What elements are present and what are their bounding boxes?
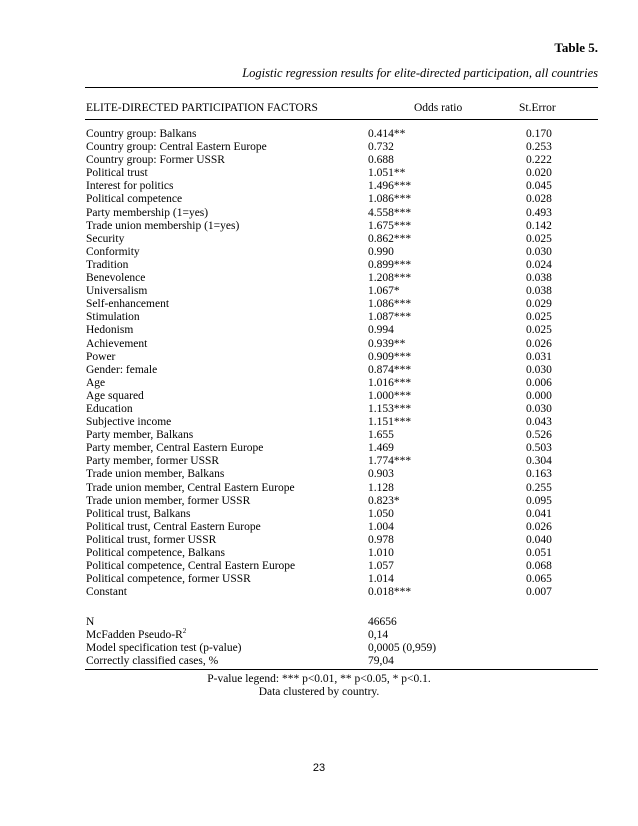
row-factor: Constant [86,586,127,599]
page-number: 23 [312,762,326,774]
table-row [0,573,638,586]
row-st-error: 0.028 [526,193,552,206]
table-label: Table 5. [554,40,598,55]
row-factor: Party member, Balkans [86,429,194,442]
stat-row-n [0,616,638,629]
row-st-error: 0.025 [526,324,552,337]
row-factor: Trade union membership (1=yes) [86,219,240,232]
row-factor: Stimulation [86,311,140,324]
row-factor: Subjective income [86,416,172,429]
row-factor: Self-enhancement [86,298,170,311]
row-odds-ratio: 1.087*** [368,311,412,324]
row-odds-ratio: 4.558*** [368,206,412,219]
row-odds-ratio: 1.086*** [368,298,412,311]
row-st-error: 0.025 [526,232,552,245]
table-row [0,259,638,272]
table-row [0,207,638,220]
row-factor: Political trust, Balkans [86,507,191,520]
table-row [0,338,638,351]
table-row [0,429,638,442]
row-factor: Trade union member, Central Eastern Europe [86,481,295,494]
stat-label: N [86,616,95,628]
row-odds-ratio: 1.151*** [368,416,412,429]
row-factor: Gender: female [86,363,158,376]
row-st-error: 0.170 [526,128,552,140]
row-st-error: 0.040 [526,533,552,546]
row-odds-ratio: 1.014 [368,573,394,586]
table-row [0,560,638,573]
row-factor: Benevolence [86,272,146,285]
row-factor: Conformity [86,245,140,258]
table-row [0,586,638,599]
bottom-rule [85,669,598,670]
row-factor: Political trust [86,167,148,180]
stat-row-pseudo-r2 [0,629,638,642]
row-odds-ratio: 1.128 [368,481,394,494]
table-row [0,180,638,193]
stat-value: 79,04 [368,655,394,668]
row-factor: Age [86,376,106,389]
row-factor: Party member, Central Eastern Europe [86,442,264,455]
clustered-note: Data clustered by country. [258,686,380,698]
row-factor: Country group: Central Eastern Europe [86,141,267,154]
row-odds-ratio: 0.688 [368,154,394,167]
table-row [0,154,638,167]
table-row [0,390,638,403]
row-odds-ratio: 1.010 [368,547,394,559]
row-factor: Political competence, Balkans [86,547,225,559]
row-st-error: 0.503 [526,442,552,455]
row-st-error: 0.029 [526,298,552,311]
row-odds-ratio: 1.000*** [368,389,412,402]
stat-label-text: McFadden Pseudo-R [86,629,183,642]
stat-label: Model specification test (p-value) [86,642,242,655]
table-row [0,364,638,377]
row-factor: Party membership (1=yes) [86,206,209,219]
stat-value: 46656 [368,616,397,628]
table-row [0,272,638,285]
header-factor: ELITE-DIRECTED PARTICIPATION FACTORS [86,102,318,114]
row-st-error: 0.024 [526,258,552,271]
table-row [0,508,638,521]
row-st-error: 0.038 [526,285,552,298]
row-st-error: 0.030 [526,245,552,258]
row-odds-ratio: 0.990 [368,245,394,258]
row-odds-ratio: 0.862*** [368,232,412,245]
row-factor: Achievement [86,337,148,350]
row-st-error: 0.007 [526,586,552,599]
table-row [0,324,638,337]
row-st-error: 0.000 [526,389,552,402]
row-odds-ratio: 1.016*** [368,376,412,389]
row-st-error: 0.068 [526,560,552,573]
p-value-legend: P-value legend: *** p<0.01, ** p<0.05, * p<0.1. [207,673,431,685]
row-odds-ratio: 1.050 [368,507,394,520]
table-row [0,468,638,481]
table-caption: Logistic regression results for elite-directed participation, all countries [242,66,598,80]
model-statistics [0,616,638,668]
row-odds-ratio: 1.208*** [368,272,412,285]
row-st-error: 0.253 [526,141,552,154]
row-odds-ratio: 1.004 [368,520,394,533]
stat-label: Correctly classified cases, % [86,655,219,668]
row-factor: Country group: Balkans [86,128,197,140]
row-factor: Country group: Former USSR [86,154,225,167]
row-odds-ratio: 0.909*** [368,350,412,363]
row-factor: Education [86,402,133,415]
table-row [0,495,638,508]
table-row [0,482,638,495]
table-row [0,534,638,547]
table-row [0,403,638,416]
row-st-error: 0.043 [526,416,552,429]
row-factor: Interest for politics [86,180,174,193]
row-factor: Political trust, Central Eastern Europe [86,520,261,533]
row-odds-ratio: 0.899*** [368,258,412,271]
row-factor: Age squared [86,389,144,402]
row-st-error: 0.031 [526,350,552,363]
row-odds-ratio: 0.823* [368,494,400,507]
row-odds-ratio: 1.469 [368,442,394,455]
row-st-error: 0.025 [526,311,552,324]
row-factor: Hedonism [86,324,134,337]
row-factor: Political competence, Central Eastern Europe [86,560,296,573]
row-factor: Trade union member, former USSR [86,494,251,507]
table-row [0,246,638,259]
table-row [0,141,638,154]
row-odds-ratio: 1.496*** [368,180,412,193]
row-factor: Power [86,350,116,363]
table-row [0,298,638,311]
table-row [0,167,638,180]
row-factor: Tradition [86,258,129,271]
table-row [0,455,638,468]
row-odds-ratio: 0.732 [368,141,394,154]
row-st-error: 0.041 [526,507,552,520]
stat-value: 0,14 [368,629,389,642]
table-row [0,377,638,390]
superscript: 2 [182,627,187,636]
table-row [0,351,638,364]
row-st-error: 0.038 [526,272,552,285]
table-row [0,128,638,141]
table-row [0,233,638,246]
row-odds-ratio: 0.414** [368,128,406,140]
row-st-error: 0.051 [526,547,552,559]
row-factor: Party member, former USSR [86,455,220,468]
row-factor: Political trust, former USSR [86,533,217,546]
row-odds-ratio: 0.939** [368,337,406,350]
row-factor: Political competence [86,193,183,206]
stat-value: 0,0005 (0,959) [368,642,437,655]
header-rule [85,119,598,120]
row-st-error: 0.065 [526,573,552,586]
row-st-error: 0.255 [526,481,552,494]
row-st-error: 0.304 [526,455,552,468]
row-odds-ratio: 1.067* [368,285,400,298]
row-odds-ratio: 1.057 [368,560,394,573]
header-st-error: St.Error [519,102,556,114]
table-row [0,521,638,534]
row-odds-ratio: 1.655 [368,429,394,442]
table-row [0,285,638,298]
table-row [0,193,638,206]
row-st-error: 0.222 [526,154,552,167]
top-rule [85,87,598,88]
stat-row-spec-test [0,642,638,655]
row-odds-ratio: 0.018*** [368,586,412,599]
row-st-error: 0.006 [526,376,552,389]
row-st-error: 0.045 [526,180,552,193]
row-st-error: 0.142 [526,219,552,232]
row-odds-ratio: 0.874*** [368,363,412,376]
row-odds-ratio: 0.978 [368,533,394,546]
row-odds-ratio: 1.051** [368,167,406,180]
row-factor: Political competence, former USSR [86,573,251,586]
stat-row-classified [0,655,638,668]
row-st-error: 0.030 [526,402,552,415]
table-row [0,547,638,560]
table-row [0,311,638,324]
row-odds-ratio: 1.086*** [368,193,412,206]
row-st-error: 0.163 [526,468,552,481]
header-odds-ratio: Odds ratio [414,102,463,114]
row-odds-ratio: 1.153*** [368,402,412,415]
row-st-error: 0.493 [526,206,552,219]
row-st-error: 0.030 [526,363,552,376]
row-st-error: 0.020 [526,167,552,180]
row-factor: Universalism [86,285,148,298]
row-st-error: 0.026 [526,520,552,533]
row-st-error: 0.526 [526,429,552,442]
row-factor: Trade union member, Balkans [86,468,225,481]
row-odds-ratio: 0.994 [368,324,394,337]
stat-label [86,629,186,642]
row-st-error: 0.026 [526,337,552,350]
table-row [0,220,638,233]
row-odds-ratio: 1.675*** [368,219,412,232]
table-row [0,416,638,429]
row-factor: Security [86,232,125,245]
row-st-error: 0.095 [526,494,552,507]
row-odds-ratio: 0.903 [368,468,394,481]
regression-table-body [0,128,638,599]
table-row [0,442,638,455]
row-odds-ratio: 1.774*** [368,455,412,468]
